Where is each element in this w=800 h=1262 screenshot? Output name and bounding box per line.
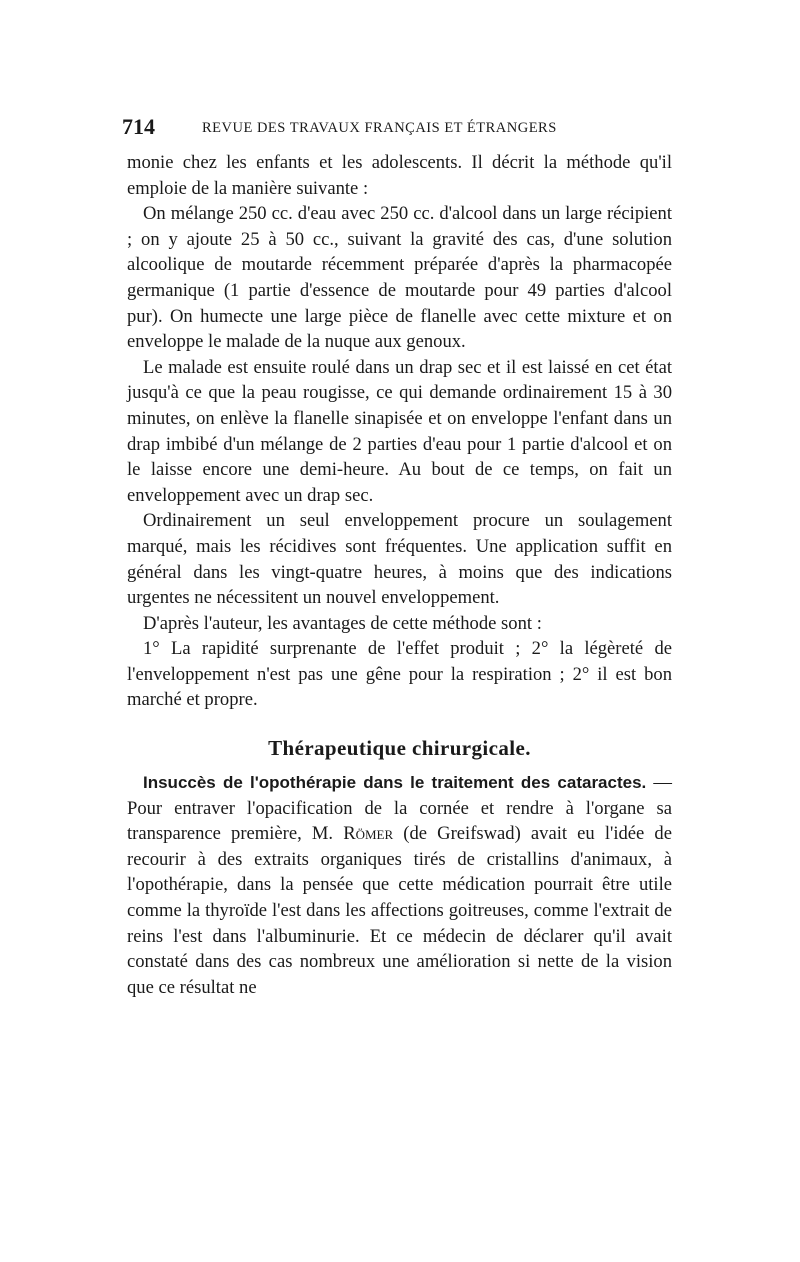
running-head: REVUE DES TRAVAUX FRANÇAIS ET ÉTRANGERS xyxy=(202,120,557,136)
section-text-start: — Pour entraver l'opacification de la cornée et rendre à l'organe sa transparence première, M. xyxy=(127,772,672,845)
paragraph-advantages-intro: D'après l'auteur, les avantages de cette méthode sont : xyxy=(143,612,542,634)
paragraph-continuation: monie chez les enfants et les adolescents. Il décrit la méthode qu'il emploie de la manière suivante : xyxy=(127,152,672,199)
page-number: 714 xyxy=(122,114,155,139)
section-title: Thérapeutique chirurgicale. xyxy=(268,736,531,761)
paragraph-procedure: Le malade est ensuite roulé dans un drap sec et il est laissé en cet état jusqu'à ce que la peau rougisse, ce qui demande ordinairement 15 à 30 minutes, on enlève la flanelle sinapisée et on enveloppe l'enfant dans un drap imbibé d'un mélange de 2 parties d'eau pour 1 partie d'alcool et on le laisse encore une demi-heure. Au bout de ce temps, on fait un enveloppement avec un drap sec. xyxy=(127,356,672,506)
paragraph-effects: Ordinairement un seul enveloppement procure un soulagement marqué, mais les récidives sont fréquentes. Une application suffit en général dans les vingt-quatre heures, à moins que des indications urgentes ne nécessitent un nouvel enveloppement. xyxy=(127,510,672,609)
run-in-heading: Insuccès de l'opothérapie dans le traitement des cataractes. xyxy=(143,773,647,793)
paragraph-opotherapy xyxy=(127,770,672,1000)
section-text-end: (de Greifswad) avait eu l'idée de recourir à des extraits organiques tirés de cristallins d'animaux, à l'opothérapie, dans la pensée que cette médication pourrait être utile comme la thyroïde l'est dans les affections goitreuses, comme l'extrait de reins l'est dans l'albuminurie. Et ce médecin de déclarer qu'il avait constaté dans des cas nombreux une amélioration si nette de la vision que ce résultat ne xyxy=(127,823,672,998)
body-text xyxy=(127,150,672,1000)
page-header xyxy=(122,112,678,142)
paragraph-advantages-list: 1° La rapidité surprenante de l'effet produit ; 2° la légèreté de l'enveloppement n'est pas une gêne pour la respiration ; 2° il est bon marché et propre. xyxy=(127,638,672,711)
author-name: Römer xyxy=(343,823,394,845)
paragraph-method: On mélange 250 cc. d'eau avec 250 cc. d'alcool dans un large récipient ; on y ajoute 25 à 50 cc., suivant la gravité des cas, d'une solution alcoolique de moutarde récemment préparée d'après la pharmacopée germanique (1 partie d'essence de moutarde pour 49 parties d'alcool pur). On humecte une large pièce de flanelle avec cette mixture et on enveloppe le malade de la nuque aux genoux. xyxy=(127,203,672,353)
